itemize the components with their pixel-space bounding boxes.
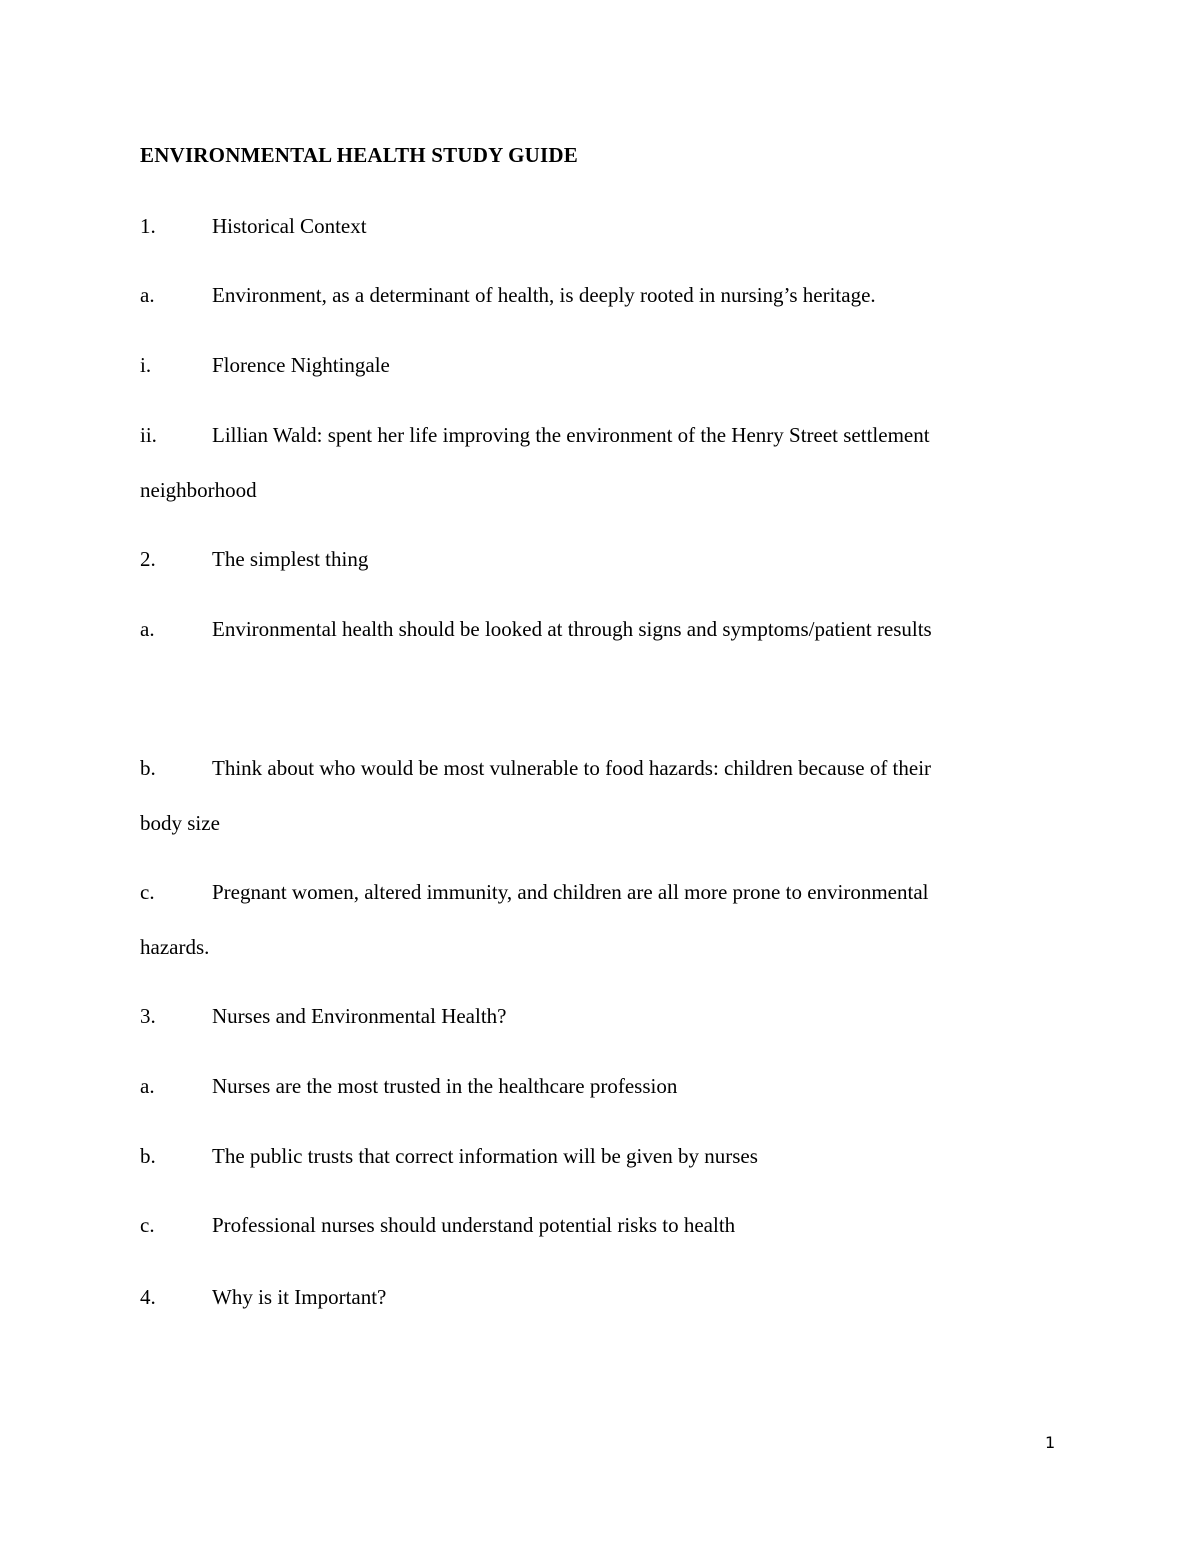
list-marker: 2. — [140, 547, 156, 571]
list-item — [140, 1212, 735, 1238]
list-item — [140, 422, 930, 448]
list-item — [140, 1143, 758, 1169]
list-item-text: Lillian Wald: spent her life improving the environment of the Henry Street settlement — [212, 423, 930, 447]
list-item-continuation: hazards. — [140, 935, 210, 959]
list-item — [140, 879, 929, 905]
list-item — [140, 282, 876, 308]
list-marker: 3. — [140, 1004, 156, 1028]
list-marker: 4. — [140, 1285, 156, 1309]
list-item-text: Historical Context — [212, 214, 367, 238]
list-marker: c. — [140, 880, 155, 904]
list-marker: ii. — [140, 423, 157, 447]
list-marker: a. — [140, 1074, 155, 1098]
list-item-text: Pregnant women, altered immunity, and children are all more prone to environmental — [212, 880, 929, 904]
list-item — [140, 1284, 386, 1310]
list-item — [140, 1003, 507, 1029]
list-item — [140, 616, 932, 642]
list-item-text: The simplest thing — [212, 547, 369, 571]
list-item-text: Why is it Important? — [212, 1285, 387, 1309]
list-marker: 1. — [140, 214, 156, 238]
list-item — [140, 213, 367, 239]
list-item — [140, 1073, 677, 1099]
list-marker: a. — [140, 283, 155, 307]
list-item-continuation: body size — [140, 811, 220, 835]
list-marker: b. — [140, 756, 156, 780]
list-marker: a. — [140, 617, 155, 641]
list-item-text: Professional nurses should understand potential risks to health — [212, 1213, 736, 1237]
list-item-text: Nurses are the most trusted in the healthcare profession — [212, 1074, 678, 1098]
list-item-text: Nurses and Environmental Health? — [212, 1004, 507, 1028]
list-item-text: Florence Nightingale — [212, 353, 390, 377]
list-marker: b. — [140, 1144, 156, 1168]
list-item-text: Environmental health should be looked at through signs and symptoms/patient results — [212, 617, 932, 641]
list-item-text: Think about who would be most vulnerable to food hazards: children because of their — [212, 756, 932, 780]
list-item — [140, 755, 931, 781]
list-item — [140, 352, 390, 378]
list-item-continuation: neighborhood — [140, 478, 257, 502]
list-item — [140, 546, 368, 572]
document-title: ENVIRONMENTAL HEALTH STUDY GUIDE — [140, 143, 578, 167]
list-item-text: Environment, as a determinant of health, is deeply rooted in nursing’s heritage. — [212, 283, 876, 307]
list-marker: i. — [140, 353, 152, 377]
list-item-text: The public trusts that correct information will be given by nurses — [212, 1144, 758, 1168]
page-number: 1 — [1045, 1433, 1056, 1452]
list-marker: c. — [140, 1213, 155, 1237]
